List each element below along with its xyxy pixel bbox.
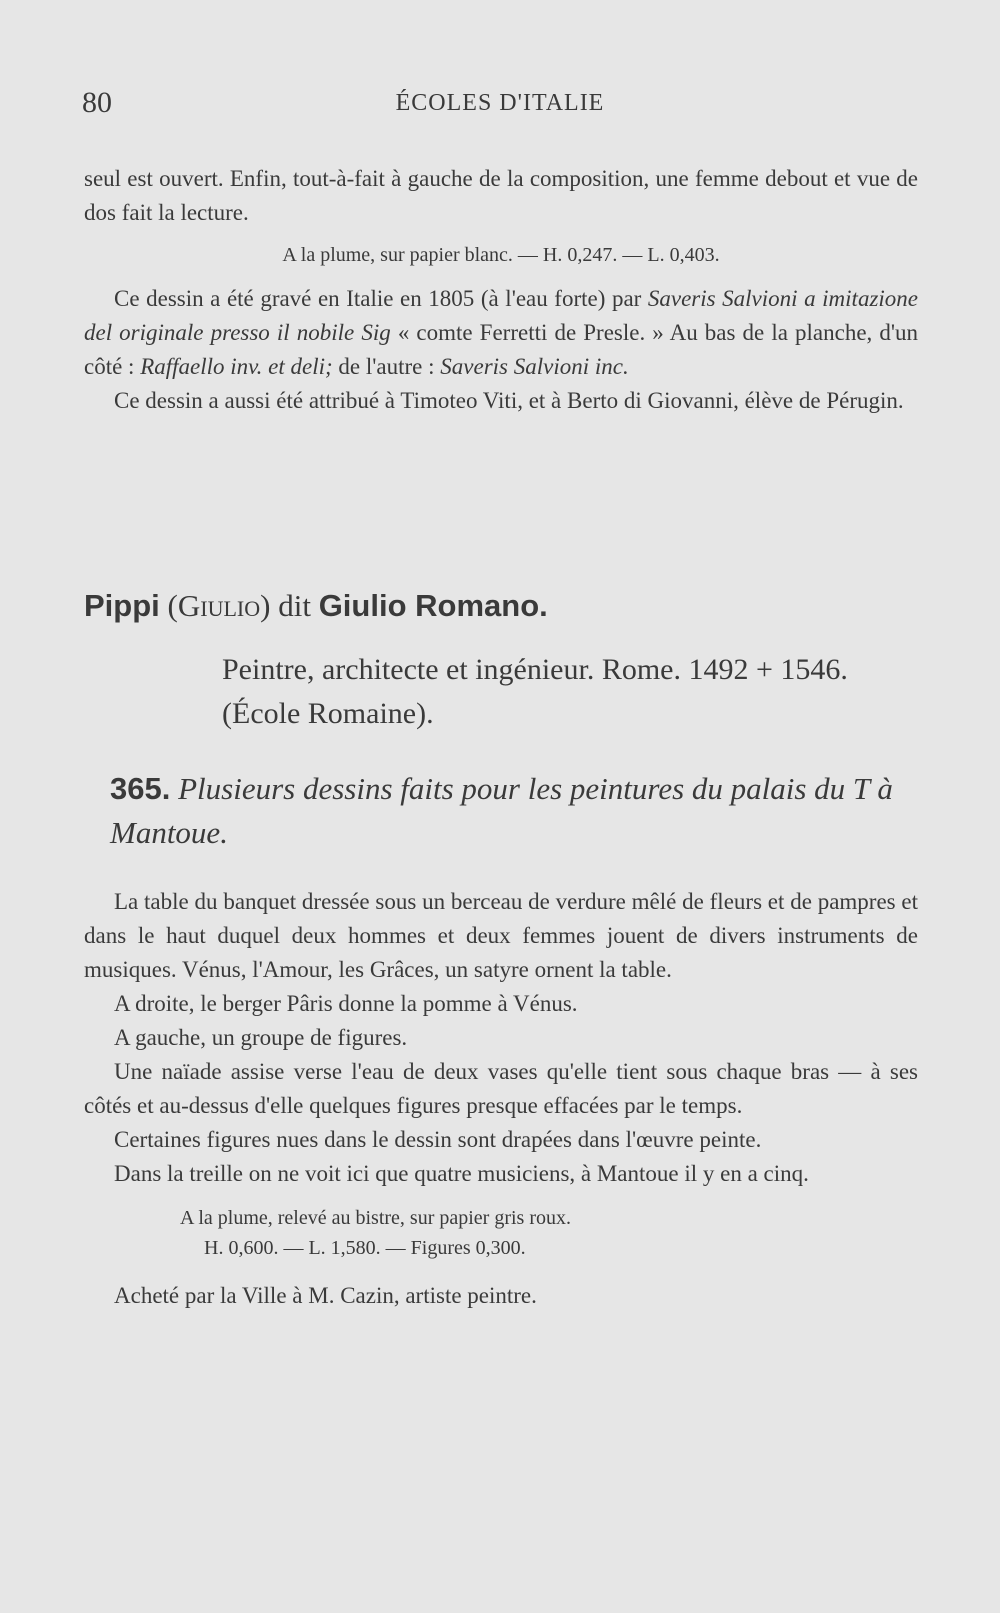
artist-heading: Pippi (Giulio) dit Giulio Romano.	[84, 588, 548, 623]
description-paragraph: Dans la treille on ne voit ici que quatre musiciens, à Mantoue il y en a cinq.	[114, 1161, 809, 1186]
continuation-paragraph: seul est ouvert. Enfin, tout-à-fait à gauche de la composition, une femme debout et vue de dos fait la lecture.	[84, 166, 918, 225]
entry-title: Plusieurs dessins faits pour les peintures du palais du T à Mantoue.	[110, 771, 893, 850]
continuation-text	[84, 162, 918, 418]
entry-description	[84, 885, 918, 1313]
artist-biography: Peintre, architecte et ingénieur. Rome. 1492 + 1546. (École Romaine).	[222, 653, 848, 730]
medium-dimensions: A la plume, sur papier blanc. — H. 0,247. — L. 0,403.	[282, 244, 720, 266]
page-number: 80	[82, 86, 112, 119]
catalogue-entry-title	[110, 767, 918, 855]
engraving-note: Ce dessin a été gravé en Italie en 1805 (à l'eau forte) par Saveris Salvioni a imitazione del originale presso il nobile Sig « comte Ferretti de Presle. » Au bas de la planche, d'un côté : Raffaello inv. et deli; de l'autre : Saveris Salvioni inc.	[84, 286, 919, 379]
attribution-note: Ce dessin a aussi été attribué à Timoteo Viti, et à Berto di Giovanni, élève de Pérugin.	[114, 388, 904, 413]
acquisition-note: Acheté par la Ville à M. Cazin, artiste peintre.	[114, 1283, 537, 1308]
description-paragraph: A gauche, un groupe de figures.	[114, 1025, 408, 1050]
running-head: ÉCOLES D'ITALIE	[395, 90, 605, 116]
artist-given-name: Giulio	[177, 588, 261, 623]
description-paragraph: Une naïade assise verse l'eau de deux vases qu'elle tient sous chaque bras — à ses côtés et au-dessus d'elle quelques figures presque effacées par le temps.	[84, 1059, 918, 1118]
artist-surname: Pippi	[84, 588, 160, 623]
entry-number: 365.	[110, 771, 171, 806]
description-paragraph: A droite, le berger Pâris donne la pomme à Vénus.	[114, 991, 578, 1016]
description-paragraph: La table du banquet dressée sous un berceau de verdure mêlé de fleurs et de pampres et dans le haut duquel deux hommes et deux femmes jouent de divers instruments de musiques. Vénus, l'Amour, les Grâces, un satyre ornent la table.	[84, 889, 918, 982]
artist-alias: Giulio Romano.	[318, 588, 548, 623]
medium-dimensions: A la plume, relevé au bistre, sur papier gris roux.	[180, 1207, 571, 1229]
description-paragraph: Certaines figures nues dans le dessin sont drapées dans l'œuvre peinte.	[114, 1127, 762, 1152]
page-header	[82, 86, 918, 126]
dimensions: H. 0,600. — L. 1,580. — Figures 0,300.	[204, 1237, 526, 1259]
